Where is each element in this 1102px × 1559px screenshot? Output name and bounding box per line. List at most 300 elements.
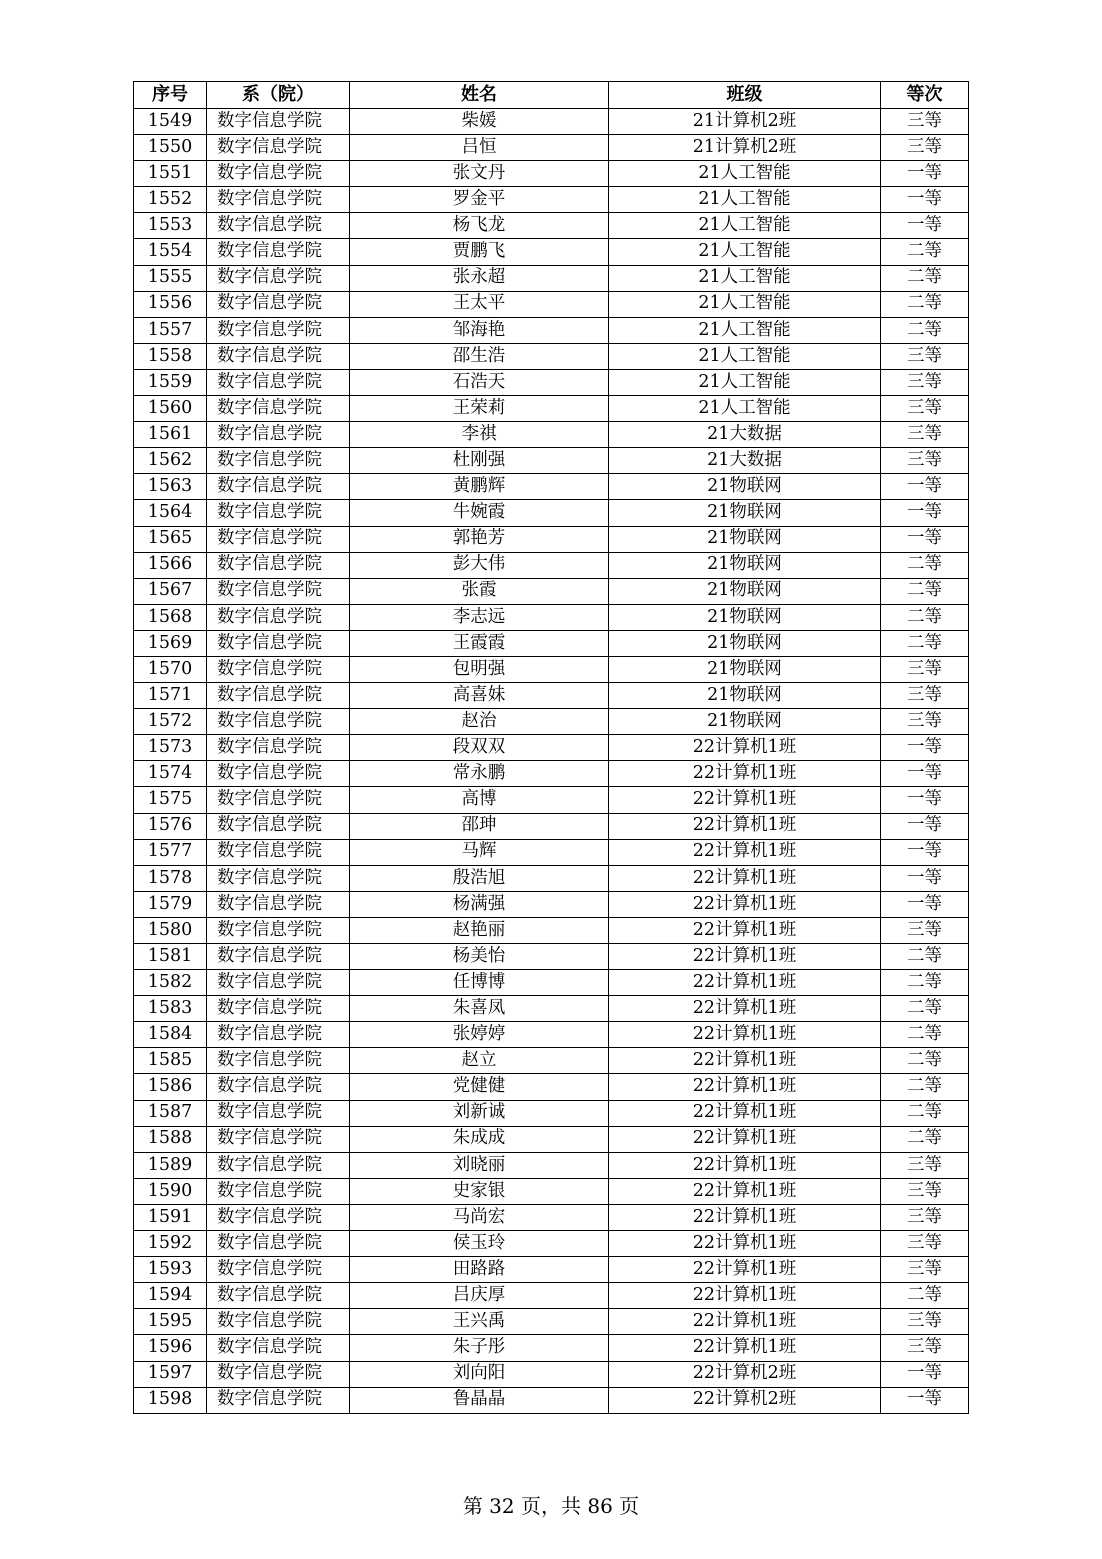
- cell-grade: 二等: [881, 1074, 969, 1100]
- cell-index: 1564: [134, 500, 207, 526]
- col-header-grade: 等次: [881, 82, 969, 109]
- cell-class: 22计算机1班: [609, 1257, 881, 1283]
- cell-name: 王霞霞: [350, 630, 609, 656]
- cell-class: 22计算机1班: [609, 1152, 881, 1178]
- table-row: [134, 944, 969, 970]
- cell-name: 朱子彤: [350, 1335, 609, 1361]
- cell-grade: 二等: [881, 970, 969, 996]
- cell-name: 常永鹏: [350, 761, 609, 787]
- cell-class: 21计算机2班: [609, 135, 881, 161]
- cell-class: 21人工智能: [609, 187, 881, 213]
- cell-class: 22计算机1班: [609, 917, 881, 943]
- cell-index: 1558: [134, 343, 207, 369]
- cell-class: 21物联网: [609, 578, 881, 604]
- cell-name: 马辉: [350, 839, 609, 865]
- cell-index: 1584: [134, 1022, 207, 1048]
- cell-grade: 二等: [881, 1283, 969, 1309]
- cell-name: 张文丹: [350, 161, 609, 187]
- cell-department: 数字信息学院: [207, 865, 350, 891]
- cell-name: 吕恒: [350, 135, 609, 161]
- cell-grade: 三等: [881, 135, 969, 161]
- cell-class: 21大数据: [609, 422, 881, 448]
- table-row: [134, 135, 969, 161]
- cell-department: 数字信息学院: [207, 135, 350, 161]
- cell-class: 21人工智能: [609, 291, 881, 317]
- table-row: [134, 578, 969, 604]
- cell-grade: 二等: [881, 265, 969, 291]
- cell-index: 1561: [134, 422, 207, 448]
- cell-class: 22计算机1班: [609, 1204, 881, 1230]
- cell-index: 1563: [134, 474, 207, 500]
- cell-name: 侯玉玲: [350, 1231, 609, 1257]
- cell-grade: 三等: [881, 683, 969, 709]
- table-row: [134, 683, 969, 709]
- table-row: [134, 1387, 969, 1413]
- cell-department: 数字信息学院: [207, 343, 350, 369]
- cell-name: 鲁晶晶: [350, 1387, 609, 1413]
- cell-name: 黄鹏辉: [350, 474, 609, 500]
- cell-index: 1550: [134, 135, 207, 161]
- cell-department: 数字信息学院: [207, 1100, 350, 1126]
- cell-grade: 二等: [881, 1126, 969, 1152]
- cell-grade: 三等: [881, 1178, 969, 1204]
- cell-index: 1560: [134, 396, 207, 422]
- cell-name: 贾鹏飞: [350, 239, 609, 265]
- cell-name: 朱成成: [350, 1126, 609, 1152]
- cell-index: 1582: [134, 970, 207, 996]
- cell-grade: 一等: [881, 813, 969, 839]
- cell-name: 张霞: [350, 578, 609, 604]
- cell-grade: 一等: [881, 213, 969, 239]
- cell-department: 数字信息学院: [207, 709, 350, 735]
- cell-department: 数字信息学院: [207, 1231, 350, 1257]
- cell-class: 21物联网: [609, 683, 881, 709]
- cell-grade: 一等: [881, 865, 969, 891]
- table-row: [134, 970, 969, 996]
- cell-name: 李志远: [350, 604, 609, 630]
- cell-grade: 三等: [881, 422, 969, 448]
- cell-grade: 三等: [881, 1257, 969, 1283]
- cell-class: 22计算机1班: [609, 813, 881, 839]
- cell-grade: 二等: [881, 604, 969, 630]
- table-row: [134, 709, 969, 735]
- table-row: [134, 369, 969, 395]
- cell-department: 数字信息学院: [207, 787, 350, 813]
- cell-name: 马尚宏: [350, 1204, 609, 1230]
- cell-department: 数字信息学院: [207, 291, 350, 317]
- cell-grade: 三等: [881, 343, 969, 369]
- cell-class: 21人工智能: [609, 265, 881, 291]
- table-row: [134, 422, 969, 448]
- cell-class: 22计算机1班: [609, 839, 881, 865]
- table-row: [134, 735, 969, 761]
- cell-class: 22计算机1班: [609, 1231, 881, 1257]
- cell-class: 22计算机2班: [609, 1361, 881, 1387]
- table-row: [134, 474, 969, 500]
- cell-grade: 二等: [881, 578, 969, 604]
- cell-grade: 三等: [881, 1231, 969, 1257]
- cell-department: 数字信息学院: [207, 161, 350, 187]
- cell-grade: 二等: [881, 291, 969, 317]
- cell-class: 21物联网: [609, 709, 881, 735]
- cell-index: 1554: [134, 239, 207, 265]
- table-row: [134, 1335, 969, 1361]
- cell-department: 数字信息学院: [207, 396, 350, 422]
- cell-grade: 一等: [881, 761, 969, 787]
- table-row: [134, 1152, 969, 1178]
- cell-class: 22计算机1班: [609, 1074, 881, 1100]
- cell-index: 1574: [134, 761, 207, 787]
- cell-name: 段双双: [350, 735, 609, 761]
- cell-class: 22计算机1班: [609, 1283, 881, 1309]
- cell-index: 1567: [134, 578, 207, 604]
- cell-department: 数字信息学院: [207, 552, 350, 578]
- table-row: [134, 1361, 969, 1387]
- cell-name: 张婷婷: [350, 1022, 609, 1048]
- table-row: [134, 1048, 969, 1074]
- table-row: [134, 239, 969, 265]
- cell-name: 邹海艳: [350, 317, 609, 343]
- cell-grade: 二等: [881, 317, 969, 343]
- cell-class: 21物联网: [609, 474, 881, 500]
- cell-index: 1583: [134, 996, 207, 1022]
- cell-department: 数字信息学院: [207, 187, 350, 213]
- cell-index: 1572: [134, 709, 207, 735]
- cell-index: 1568: [134, 604, 207, 630]
- cell-name: 田路路: [350, 1257, 609, 1283]
- cell-index: 1555: [134, 265, 207, 291]
- table-row: [134, 996, 969, 1022]
- cell-department: 数字信息学院: [207, 761, 350, 787]
- header-row: [134, 82, 969, 109]
- cell-department: 数字信息学院: [207, 578, 350, 604]
- cell-grade: 二等: [881, 1100, 969, 1126]
- table-row: [134, 1231, 969, 1257]
- cell-class: 21计算机2班: [609, 109, 881, 135]
- cell-index: 1553: [134, 213, 207, 239]
- cell-department: 数字信息学院: [207, 1048, 350, 1074]
- cell-index: 1579: [134, 891, 207, 917]
- table-row: [134, 604, 969, 630]
- cell-grade: 二等: [881, 1022, 969, 1048]
- cell-name: 郭艳芳: [350, 526, 609, 552]
- cell-class: 22计算机1班: [609, 761, 881, 787]
- cell-class: 22计算机1班: [609, 1126, 881, 1152]
- cell-index: 1562: [134, 448, 207, 474]
- cell-grade: 二等: [881, 996, 969, 1022]
- table-row: [134, 1257, 969, 1283]
- cell-index: 1578: [134, 865, 207, 891]
- cell-name: 柴媛: [350, 109, 609, 135]
- roster-table: [133, 81, 969, 1414]
- cell-grade: 二等: [881, 552, 969, 578]
- table-row: [134, 1178, 969, 1204]
- cell-index: 1549: [134, 109, 207, 135]
- cell-index: 1573: [134, 735, 207, 761]
- cell-index: 1581: [134, 944, 207, 970]
- cell-index: 1592: [134, 1231, 207, 1257]
- cell-name: 罗金平: [350, 187, 609, 213]
- cell-department: 数字信息学院: [207, 213, 350, 239]
- table-row: [134, 1074, 969, 1100]
- cell-name: 吕庆厚: [350, 1283, 609, 1309]
- cell-index: 1594: [134, 1283, 207, 1309]
- cell-class: 21人工智能: [609, 213, 881, 239]
- cell-class: 22计算机2班: [609, 1387, 881, 1413]
- table-row: [134, 1022, 969, 1048]
- cell-grade: 三等: [881, 1152, 969, 1178]
- table-row: [134, 787, 969, 813]
- cell-name: 石浩天: [350, 369, 609, 395]
- cell-class: 21人工智能: [609, 369, 881, 395]
- cell-name: 王太平: [350, 291, 609, 317]
- cell-grade: 三等: [881, 1204, 969, 1230]
- table-row: [134, 1283, 969, 1309]
- cell-name: 赵治: [350, 709, 609, 735]
- cell-grade: 三等: [881, 396, 969, 422]
- table-row: [134, 1204, 969, 1230]
- cell-name: 党健健: [350, 1074, 609, 1100]
- cell-grade: 一等: [881, 891, 969, 917]
- cell-class: 22计算机1班: [609, 944, 881, 970]
- cell-name: 赵艳丽: [350, 917, 609, 943]
- cell-class: 21人工智能: [609, 317, 881, 343]
- table-row: [134, 109, 969, 135]
- cell-index: 1566: [134, 552, 207, 578]
- table-row: [134, 448, 969, 474]
- table-row: [134, 552, 969, 578]
- cell-department: 数字信息学院: [207, 265, 350, 291]
- cell-class: 22计算机1班: [609, 1309, 881, 1335]
- cell-index: 1587: [134, 1100, 207, 1126]
- cell-department: 数字信息学院: [207, 1387, 350, 1413]
- cell-index: 1577: [134, 839, 207, 865]
- cell-class: 21人工智能: [609, 343, 881, 369]
- table-row: [134, 1309, 969, 1335]
- cell-name: 高喜妹: [350, 683, 609, 709]
- table-row: [134, 213, 969, 239]
- cell-department: 数字信息学院: [207, 970, 350, 996]
- cell-grade: 三等: [881, 656, 969, 682]
- cell-index: 1557: [134, 317, 207, 343]
- table-row: [134, 161, 969, 187]
- table-row: [134, 656, 969, 682]
- col-header-class: 班级: [609, 82, 881, 109]
- cell-index: 1598: [134, 1387, 207, 1413]
- cell-department: 数字信息学院: [207, 683, 350, 709]
- cell-index: 1551: [134, 161, 207, 187]
- cell-name: 刘向阳: [350, 1361, 609, 1387]
- cell-index: 1593: [134, 1257, 207, 1283]
- cell-class: 21人工智能: [609, 239, 881, 265]
- cell-department: 数字信息学院: [207, 996, 350, 1022]
- cell-name: 刘新诚: [350, 1100, 609, 1126]
- table-row: [134, 396, 969, 422]
- cell-name: 任博博: [350, 970, 609, 996]
- cell-department: 数字信息学院: [207, 500, 350, 526]
- cell-grade: 二等: [881, 630, 969, 656]
- cell-grade: 二等: [881, 1048, 969, 1074]
- cell-index: 1597: [134, 1361, 207, 1387]
- cell-name: 杨美怡: [350, 944, 609, 970]
- cell-department: 数字信息学院: [207, 369, 350, 395]
- cell-department: 数字信息学院: [207, 474, 350, 500]
- cell-class: 22计算机1班: [609, 1178, 881, 1204]
- table-row: [134, 839, 969, 865]
- cell-department: 数字信息学院: [207, 109, 350, 135]
- col-header-department: 系（院）: [207, 82, 350, 109]
- cell-index: 1595: [134, 1309, 207, 1335]
- cell-department: 数字信息学院: [207, 1257, 350, 1283]
- cell-grade: 一等: [881, 187, 969, 213]
- cell-grade: 一等: [881, 526, 969, 552]
- cell-name: 李祺: [350, 422, 609, 448]
- cell-class: 22计算机1班: [609, 1022, 881, 1048]
- cell-name: 杜刚强: [350, 448, 609, 474]
- cell-department: 数字信息学院: [207, 1204, 350, 1230]
- cell-index: 1559: [134, 369, 207, 395]
- cell-index: 1569: [134, 630, 207, 656]
- cell-index: 1588: [134, 1126, 207, 1152]
- table-row: [134, 500, 969, 526]
- cell-department: 数字信息学院: [207, 1283, 350, 1309]
- cell-class: 22计算机1班: [609, 891, 881, 917]
- cell-grade: 三等: [881, 1309, 969, 1335]
- cell-department: 数字信息学院: [207, 317, 350, 343]
- cell-class: 21人工智能: [609, 396, 881, 422]
- cell-class: 21物联网: [609, 500, 881, 526]
- cell-grade: 三等: [881, 1335, 969, 1361]
- cell-department: 数字信息学院: [207, 604, 350, 630]
- cell-grade: 一等: [881, 500, 969, 526]
- col-header-index: 序号: [134, 82, 207, 109]
- cell-department: 数字信息学院: [207, 1152, 350, 1178]
- cell-class: 22计算机1班: [609, 1100, 881, 1126]
- cell-grade: 三等: [881, 448, 969, 474]
- cell-class: 22计算机1班: [609, 996, 881, 1022]
- cell-grade: 二等: [881, 944, 969, 970]
- cell-name: 杨飞龙: [350, 213, 609, 239]
- cell-department: 数字信息学院: [207, 735, 350, 761]
- cell-department: 数字信息学院: [207, 944, 350, 970]
- cell-grade: 一等: [881, 1387, 969, 1413]
- cell-name: 张永超: [350, 265, 609, 291]
- cell-name: 王兴禹: [350, 1309, 609, 1335]
- table-row: [134, 265, 969, 291]
- cell-index: 1589: [134, 1152, 207, 1178]
- cell-department: 数字信息学院: [207, 1022, 350, 1048]
- table-row: [134, 1100, 969, 1126]
- table-row: [134, 865, 969, 891]
- table-row: [134, 187, 969, 213]
- table-row: [134, 526, 969, 552]
- cell-grade: 三等: [881, 917, 969, 943]
- table-row: [134, 761, 969, 787]
- cell-class: 21大数据: [609, 448, 881, 474]
- cell-index: 1570: [134, 656, 207, 682]
- cell-grade: 二等: [881, 239, 969, 265]
- cell-department: 数字信息学院: [207, 526, 350, 552]
- cell-grade: 三等: [881, 709, 969, 735]
- cell-class: 22计算机1班: [609, 1335, 881, 1361]
- cell-grade: 一等: [881, 735, 969, 761]
- roster-body: [134, 109, 969, 1414]
- cell-index: 1575: [134, 787, 207, 813]
- col-header-name: 姓名: [350, 82, 609, 109]
- cell-index: 1565: [134, 526, 207, 552]
- cell-class: 22计算机1班: [609, 1048, 881, 1074]
- cell-department: 数字信息学院: [207, 1178, 350, 1204]
- roster-header: [134, 82, 969, 109]
- cell-name: 邵生浩: [350, 343, 609, 369]
- cell-department: 数字信息学院: [207, 1335, 350, 1361]
- cell-class: 22计算机1班: [609, 787, 881, 813]
- cell-class: 22计算机1班: [609, 735, 881, 761]
- cell-index: 1552: [134, 187, 207, 213]
- cell-name: 刘晓丽: [350, 1152, 609, 1178]
- cell-name: 朱喜凤: [350, 996, 609, 1022]
- cell-name: 赵立: [350, 1048, 609, 1074]
- cell-department: 数字信息学院: [207, 813, 350, 839]
- table-row: [134, 317, 969, 343]
- cell-department: 数字信息学院: [207, 917, 350, 943]
- cell-index: 1591: [134, 1204, 207, 1230]
- cell-grade: 一等: [881, 474, 969, 500]
- table-row: [134, 343, 969, 369]
- cell-index: 1576: [134, 813, 207, 839]
- cell-grade: 一等: [881, 161, 969, 187]
- cell-class: 22计算机1班: [609, 865, 881, 891]
- cell-class: 21物联网: [609, 552, 881, 578]
- cell-department: 数字信息学院: [207, 239, 350, 265]
- cell-class: 21物联网: [609, 526, 881, 552]
- table-row: [134, 291, 969, 317]
- cell-index: 1596: [134, 1335, 207, 1361]
- cell-index: 1586: [134, 1074, 207, 1100]
- cell-grade: 三等: [881, 369, 969, 395]
- cell-class: 21物联网: [609, 604, 881, 630]
- cell-index: 1571: [134, 683, 207, 709]
- cell-grade: 一等: [881, 1361, 969, 1387]
- cell-name: 殷浩旭: [350, 865, 609, 891]
- cell-name: 杨满强: [350, 891, 609, 917]
- cell-name: 王荣莉: [350, 396, 609, 422]
- table-row: [134, 630, 969, 656]
- cell-grade: 一等: [881, 839, 969, 865]
- cell-department: 数字信息学院: [207, 422, 350, 448]
- table-row: [134, 1126, 969, 1152]
- table-row: [134, 917, 969, 943]
- cell-department: 数字信息学院: [207, 630, 350, 656]
- cell-class: 21人工智能: [609, 161, 881, 187]
- cell-class: 21物联网: [609, 656, 881, 682]
- page-footer: 第 32 页，共 86 页: [462, 1494, 640, 1518]
- cell-department: 数字信息学院: [207, 891, 350, 917]
- cell-name: 牛婉霞: [350, 500, 609, 526]
- cell-department: 数字信息学院: [207, 1309, 350, 1335]
- cell-grade: 三等: [881, 109, 969, 135]
- cell-department: 数字信息学院: [207, 1361, 350, 1387]
- cell-department: 数字信息学院: [207, 839, 350, 865]
- cell-index: 1585: [134, 1048, 207, 1074]
- cell-name: 史家银: [350, 1178, 609, 1204]
- cell-index: 1590: [134, 1178, 207, 1204]
- cell-name: 彭大伟: [350, 552, 609, 578]
- cell-class: 22计算机1班: [609, 970, 881, 996]
- table-row: [134, 891, 969, 917]
- cell-name: 包明强: [350, 656, 609, 682]
- cell-class: 21物联网: [609, 630, 881, 656]
